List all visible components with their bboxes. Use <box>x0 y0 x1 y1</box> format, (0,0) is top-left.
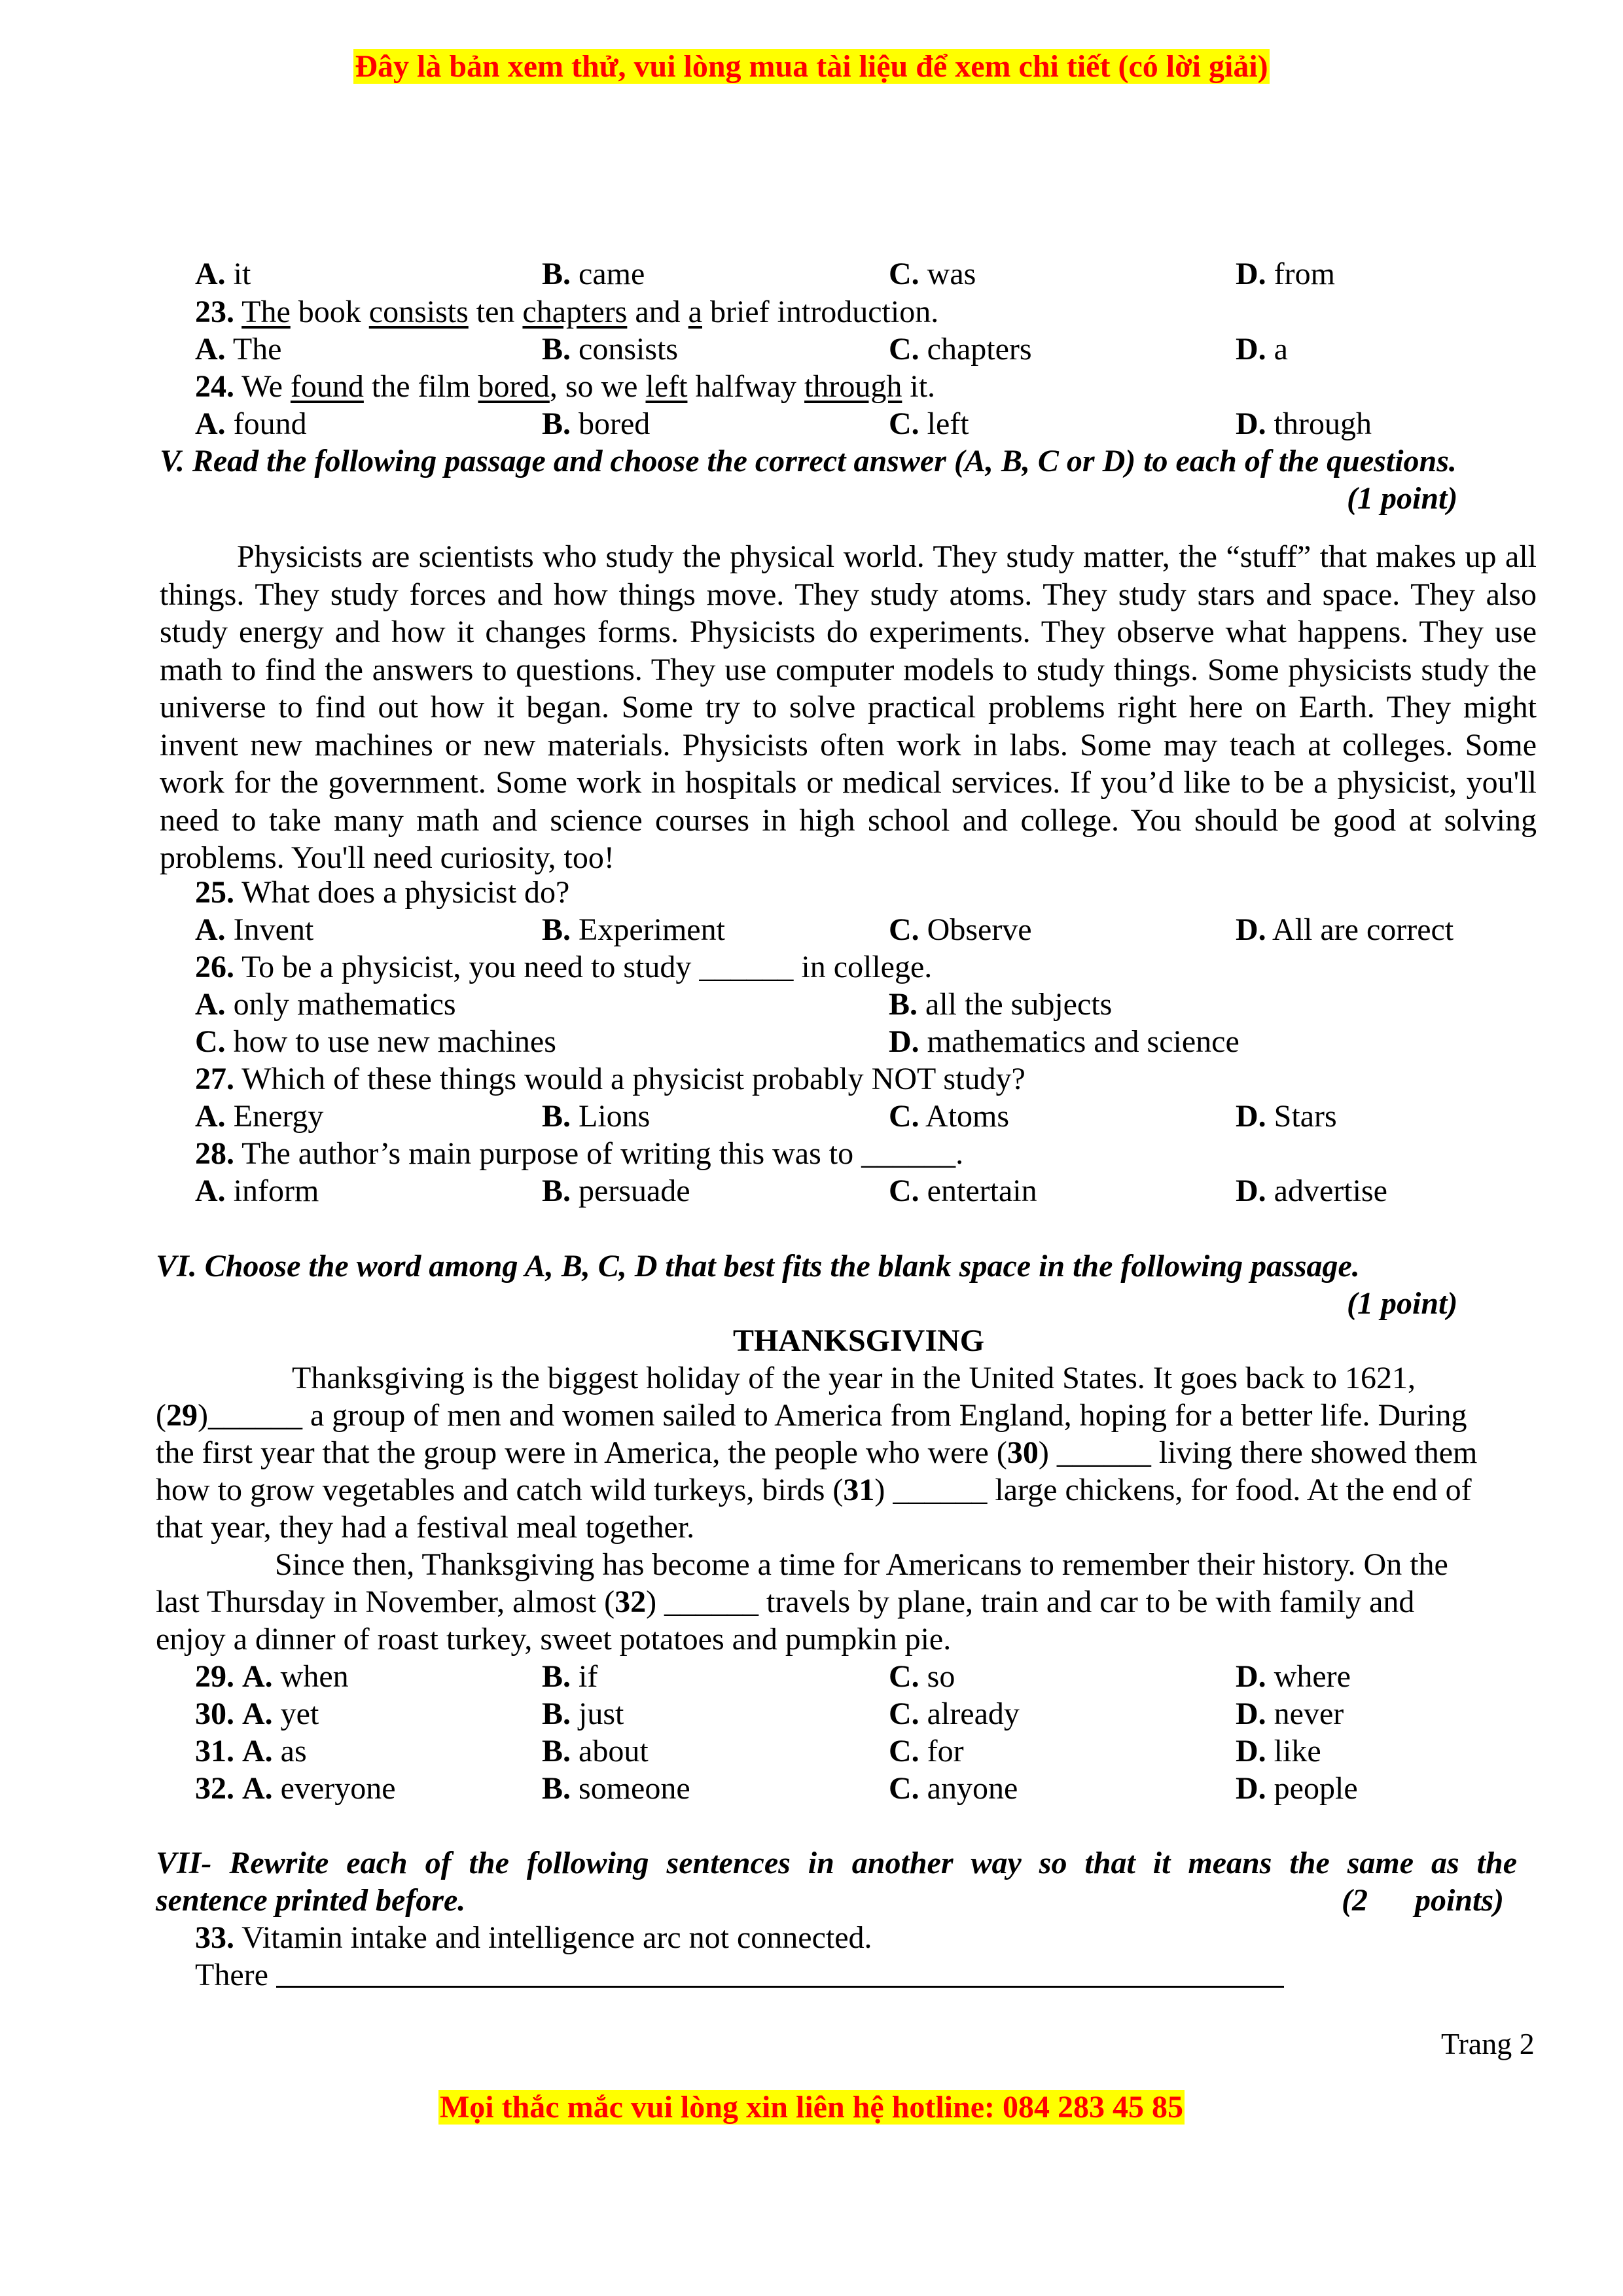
section-6-heading: VI. Choose the word among A, B, C, D that best fits the blank space in the following passage. <box>156 1249 1360 1283</box>
q29-option-c: C. so <box>889 1659 955 1694</box>
q27-option-a: A. Energy <box>195 1099 324 1134</box>
section-7-heading-line1: VII- Rewrite each of the following sentences in another way so that it means the same as the <box>156 1846 1517 1880</box>
q31-option-d: D. like <box>1236 1734 1321 1768</box>
q33-answer-prompt: There <box>195 1958 268 1992</box>
q26-option-d: D. mathematics and science <box>889 1024 1240 1059</box>
q27-question: 27. Which of these things would a physicist probably NOT study? <box>195 1062 1026 1096</box>
blank-29-number: 29 <box>166 1398 198 1433</box>
section-7-heading-line2: sentence printed before. <box>156 1883 466 1918</box>
q25-option-a: A. Invent <box>195 912 314 947</box>
q29-option-d: D. where <box>1236 1659 1351 1694</box>
q25-option-d: D. All are correct <box>1236 912 1454 947</box>
q28-option-a: A. inform <box>195 1174 319 1208</box>
blank-32-number: 32 <box>615 1585 647 1619</box>
q31-option-a: 31. A. as <box>195 1734 307 1768</box>
passage-line: enjoy a dinner of roast turkey, sweet potatoes and pumpkin pie. <box>156 1622 952 1657</box>
blank-31-number: 31 <box>843 1473 875 1507</box>
q24-option-b: B. bored <box>542 406 651 441</box>
q26-question: 26. To be a physicist, you need to study ______ in college. <box>195 950 933 984</box>
section-5-heading: V. Read the following passage and choose the correct answer (A, B, C or D) to each of the questions. <box>160 444 1457 478</box>
q30-option-b: B. just <box>542 1696 624 1731</box>
hotline-banner <box>0 2088 1623 2127</box>
q31-option-b: B. about <box>542 1734 649 1768</box>
q24-option-a: A. found <box>195 406 307 441</box>
q23-option-d: D. a <box>1236 332 1288 367</box>
q32-option-a: 32. A. everyone <box>195 1771 396 1806</box>
q30-option-a: 30. A. yet <box>195 1696 319 1731</box>
q32-option-b: B. someone <box>542 1771 690 1806</box>
preview-banner-text: Đây là bản xem thử, vui lòng mua tài liệu để xem chi tiết (có lời giải) <box>355 49 1268 84</box>
q30-option-c: C. already <box>889 1696 1020 1731</box>
passage-line: the first year that the group were in America, the people who were (30) ______ living there showed them <box>156 1435 1478 1470</box>
q27-option-c: C. Atoms <box>889 1099 1010 1134</box>
q25-option-c: C. Observe <box>889 912 1032 947</box>
q22-option-a: A. it <box>195 257 251 291</box>
q28-option-c: C. entertain <box>889 1174 1037 1208</box>
q23-option-b: B. consists <box>542 332 679 367</box>
q31-option-c: C. for <box>889 1734 964 1768</box>
q22-option-b: B. came <box>542 257 645 291</box>
q26-option-c: C. how to use new machines <box>195 1024 556 1059</box>
q27-option-d: D. Stars <box>1236 1099 1337 1134</box>
physicists-passage: Physicists are scientists who study the physical world. They study matter, the “stuff” that makes up all things. They study forces and how things move. They study atoms. They study stars and space. They also study energy and how it changes forms. Physicists do experiments. They observe what happens. They use math to find the answers to questions. They use computer models to study things. Some physicists study the universe to find out how it began. Some try to solve practical problems right here on Earth. They might invent new machines or new materials. Physicists often work in labs. Some may teach at colleges. Some work for the government. Some work in hospitals or medical services. If you’d like to be a physicist, you'll need to take many math and science courses in high school and college. You should be good at solving problems. You'll need curiosity, too! <box>160 539 1537 875</box>
q33-answer-line[interactable] <box>276 1986 1284 1988</box>
q29-option-a: 29. A. when <box>195 1659 349 1694</box>
section-6-points: (1 point) <box>1347 1286 1458 1321</box>
q25-question: 25. What does a physicist do? <box>195 875 570 910</box>
passage-line: how to grow vegetables and catch wild turkeys, birds (31) ______ large chickens, for food. At the end of <box>156 1473 1472 1507</box>
q30-option-d: D. never <box>1236 1696 1344 1731</box>
q28-option-d: D. advertise <box>1236 1174 1387 1208</box>
q23-option-c: C. chapters <box>889 332 1032 367</box>
q24-option-c: C. left <box>889 406 969 441</box>
q23-question: 23. The book consists ten chapters and a brief introduction. <box>195 295 939 329</box>
passage-line: that year, they had a festival meal together. <box>156 1510 695 1545</box>
q22-option-d: D. from <box>1236 257 1335 291</box>
q26-option-a: A. only mathematics <box>195 987 456 1022</box>
passage-line: Since then, Thanksgiving has become a time for Americans to remember their history. On the <box>275 1547 1448 1582</box>
preview-banner <box>0 47 1623 86</box>
section-5-points: (1 point) <box>1347 481 1458 516</box>
q33-question: 33. Vitamin intake and intelligence arc not connected. <box>195 1920 872 1955</box>
hotline-banner-text: Mọi thắc mắc vui lòng xin liên hệ hotline: 084 283 45 85 <box>439 2090 1183 2125</box>
q25-option-b: B. Experiment <box>542 912 725 947</box>
q22-option-c: C. was <box>889 257 976 291</box>
q29-option-b: B. if <box>542 1659 598 1694</box>
q32-option-d: D. people <box>1236 1771 1358 1806</box>
q28-option-b: B. persuade <box>542 1174 690 1208</box>
passage-line: (29)______ a group of men and women sailed to America from England, hoping for a better life. During <box>156 1398 1467 1433</box>
q27-option-b: B. Lions <box>542 1099 651 1134</box>
passage-line: last Thursday in November, almost (32) ______ travels by plane, train and car to be with family and <box>156 1585 1415 1619</box>
section-7-points: (2 points) <box>1342 1883 1505 1918</box>
q24-option-d: D. through <box>1236 406 1372 441</box>
q28-question: 28. The author’s main purpose of writing this was to ______. <box>195 1136 964 1171</box>
q26-option-b: B. all the subjects <box>889 987 1113 1022</box>
blank-30-number: 30 <box>1007 1435 1039 1470</box>
q32-option-c: C. anyone <box>889 1771 1018 1806</box>
passage-line: Thanksgiving is the biggest holiday of the year in the United States. It goes back to 1621, <box>292 1361 1416 1395</box>
page-number: Trang 2 <box>1441 2027 1535 2060</box>
q24-question: 24. We found the film bored, so we left halfway through it. <box>195 369 936 404</box>
thanksgiving-title: THANKSGIVING <box>732 1323 985 1358</box>
q23-option-a: A. The <box>195 332 282 367</box>
